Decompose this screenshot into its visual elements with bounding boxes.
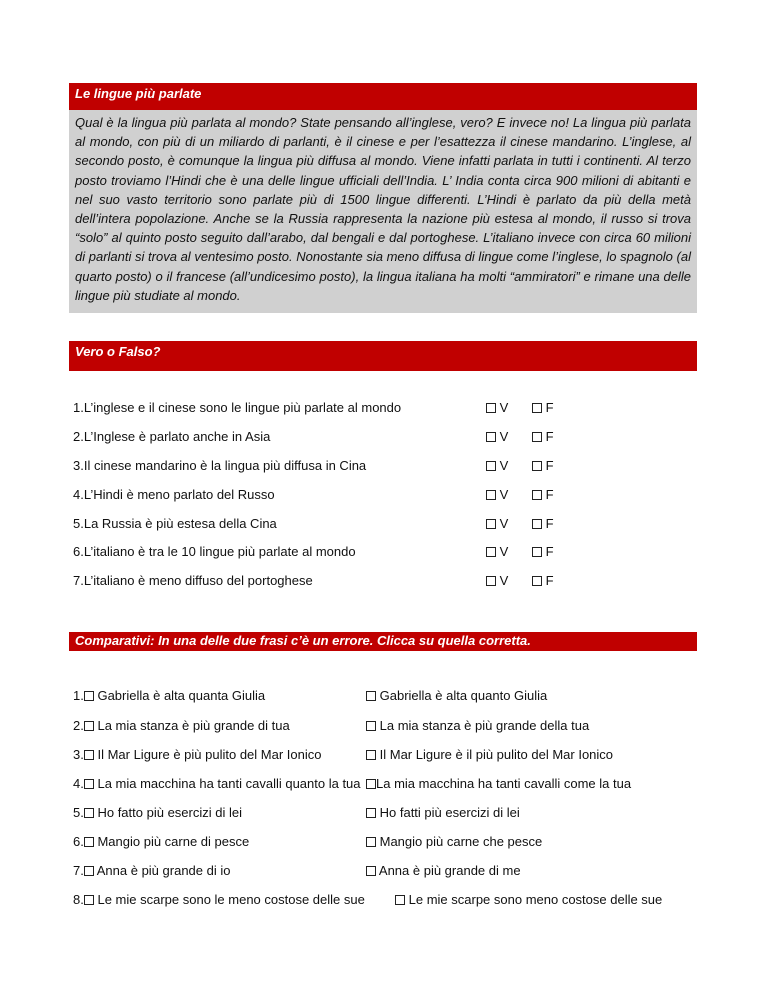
option-text: Le mie scarpe sono le meno costose delle sue bbox=[97, 892, 365, 907]
true-label: V bbox=[499, 487, 509, 502]
checkbox-icon[interactable] bbox=[366, 808, 376, 818]
option-text: La mia stanza è più grande della tua bbox=[379, 718, 590, 733]
option-text: Gabriella è alta quanta Giulia bbox=[97, 688, 266, 703]
false-label: F bbox=[545, 516, 554, 531]
option-text: La mia stanza è più grande di tua bbox=[97, 718, 290, 733]
checkbox-icon[interactable] bbox=[532, 461, 542, 471]
tf-question-3: 3.Il cinese mandarino è la lingua più diffusa in Cina bbox=[73, 458, 367, 473]
option-text: Anna è più grande di io bbox=[96, 863, 231, 878]
true-label: V bbox=[499, 429, 509, 444]
item-number: 4. bbox=[73, 776, 84, 791]
checkbox-icon[interactable] bbox=[395, 895, 405, 905]
checkbox-icon[interactable] bbox=[486, 519, 496, 529]
checkbox-icon[interactable] bbox=[84, 808, 94, 818]
checkbox-icon[interactable] bbox=[532, 490, 542, 500]
tf-false-option[interactable] bbox=[532, 429, 554, 444]
checkbox-icon[interactable] bbox=[532, 403, 542, 413]
comparative-option-b[interactable] bbox=[366, 863, 521, 878]
tf-true-option[interactable] bbox=[486, 573, 508, 588]
item-number: 6. bbox=[73, 834, 84, 849]
checkbox-icon[interactable] bbox=[486, 547, 496, 557]
comparative-option-a[interactable] bbox=[73, 718, 290, 733]
checkbox-icon[interactable] bbox=[532, 519, 542, 529]
tf-true-option[interactable] bbox=[486, 429, 508, 444]
checkbox-icon[interactable] bbox=[366, 866, 376, 876]
false-label: F bbox=[545, 544, 554, 559]
item-number: 3. bbox=[73, 747, 84, 762]
tf-question-6: 6.L’italiano è tra le 10 lingue più parlate al mondo bbox=[73, 544, 356, 559]
comparative-option-a[interactable] bbox=[73, 805, 242, 820]
checkbox-icon[interactable] bbox=[84, 866, 94, 876]
option-text: La mia macchina ha tanti cavalli quanto la tua bbox=[97, 776, 361, 791]
comparative-option-a[interactable] bbox=[73, 834, 249, 849]
option-text: Le mie scarpe sono meno costose delle sue bbox=[408, 892, 663, 907]
tf-false-option[interactable] bbox=[532, 487, 554, 502]
item-number: 5. bbox=[73, 805, 84, 820]
checkbox-icon[interactable] bbox=[366, 779, 376, 789]
item-number: 2. bbox=[73, 718, 84, 733]
tf-true-option[interactable] bbox=[486, 400, 508, 415]
item-number: 8. bbox=[73, 892, 84, 907]
checkbox-icon[interactable] bbox=[84, 721, 94, 731]
intro-paragraph: Qual è la lingua più parlata al mondo? State pensando all’inglese, vero? E invece no! La lingua più parlata al mondo, con più di un miliardo di parlanti, è il cinese e per l’esattezza il cinese mandarino. L’inglese, al secondo posto, è comunque la lingua più diffusa al mondo. Viene infatti parlata in tutti i continenti. Al terzo posto troviamo l’Hindi che è una delle lingue ufficiali dell’India. L’ India conta circa 900 milioni di abitanti e nel suo vasto territorio sono parlate più di 1500 lingue differenti. L’Hindi è parlato da più della metà dell’intera popolazione. Anche se la Russia rappresenta la nazione più estesa al mondo, il russo si trova “solo” al quinto posto seguito dall’arabo, dal bengali e dal portoghese. L’italiano invece con circa 60 milioni di parlanti si trova al ventesimo posto. Nonostante sia meno diffusa di lingue come l’inglese, lo spagnolo (al quarto posto) o il francese (all’undicesimo posto), la lingua italiana ha molti “ammiratori” e rimane una delle lingue più studiate al mondo. bbox=[69, 110, 697, 313]
false-label: F bbox=[545, 487, 554, 502]
false-label: F bbox=[545, 458, 554, 473]
tf-question-1: 1.L’inglese e il cinese sono le lingue più parlate al mondo bbox=[73, 400, 402, 415]
true-label: V bbox=[499, 458, 509, 473]
checkbox-icon[interactable] bbox=[532, 576, 542, 586]
false-label: F bbox=[545, 573, 554, 588]
true-label: V bbox=[499, 573, 509, 588]
tf-true-option[interactable] bbox=[486, 458, 508, 473]
section-title-lingue: Le lingue più parlate bbox=[69, 83, 697, 110]
false-label: F bbox=[545, 429, 554, 444]
comparative-option-b[interactable] bbox=[366, 718, 589, 733]
comparative-option-b[interactable] bbox=[366, 776, 631, 791]
item-number: 7. bbox=[73, 863, 84, 878]
option-text: Mangio più carne di pesce bbox=[97, 834, 250, 849]
true-label: V bbox=[499, 544, 509, 559]
comparative-option-b[interactable] bbox=[366, 688, 547, 703]
checkbox-icon[interactable] bbox=[366, 691, 376, 701]
checkbox-icon[interactable] bbox=[84, 837, 94, 847]
option-text: Gabriella è alta quanto Giulia bbox=[379, 688, 548, 703]
checkbox-icon[interactable] bbox=[486, 576, 496, 586]
checkbox-icon[interactable] bbox=[366, 750, 376, 760]
checkbox-icon[interactable] bbox=[486, 461, 496, 471]
checkbox-icon[interactable] bbox=[84, 691, 94, 701]
option-text: Il Mar Ligure è più pulito del Mar Ionico bbox=[97, 747, 322, 762]
tf-true-option[interactable] bbox=[486, 516, 508, 531]
tf-false-option[interactable] bbox=[532, 458, 554, 473]
checkbox-icon[interactable] bbox=[84, 895, 94, 905]
tf-false-option[interactable] bbox=[532, 573, 554, 588]
section-title-comparativi: Comparativi: In una delle due frasi c’è un errore. Clicca su quella corretta. bbox=[69, 632, 697, 651]
item-number: 1. bbox=[73, 688, 84, 703]
tf-false-option[interactable] bbox=[532, 400, 554, 415]
tf-true-option[interactable] bbox=[486, 544, 508, 559]
tf-false-option[interactable] bbox=[532, 544, 554, 559]
checkbox-icon[interactable] bbox=[532, 547, 542, 557]
comparative-option-a[interactable] bbox=[73, 892, 365, 907]
checkbox-icon[interactable] bbox=[486, 490, 496, 500]
checkbox-icon[interactable] bbox=[532, 432, 542, 442]
option-text: Ho fatto più esercizi di lei bbox=[97, 805, 242, 820]
comparative-option-b[interactable] bbox=[366, 747, 613, 762]
option-text: Anna è più grande di me bbox=[378, 863, 521, 878]
section-title-vero-falso: Vero o Falso? bbox=[69, 341, 697, 371]
tf-question-5: 5.La Russia è più estesa della Cina bbox=[73, 516, 277, 531]
comparative-option-a[interactable] bbox=[73, 688, 265, 703]
checkbox-icon[interactable] bbox=[486, 432, 496, 442]
tf-true-option[interactable] bbox=[486, 487, 508, 502]
option-text: La mia macchina ha tanti cavalli come la tua bbox=[376, 776, 632, 791]
comparative-option-a[interactable] bbox=[73, 863, 230, 878]
option-text: Ho fatti più esercizi di lei bbox=[379, 805, 520, 820]
tf-question-2: 2.L’Inglese è parlato anche in Asia bbox=[73, 429, 271, 444]
checkbox-icon[interactable] bbox=[366, 721, 376, 731]
tf-question-7: 7.L’italiano è meno diffuso del portoghese bbox=[73, 573, 313, 588]
tf-false-option[interactable] bbox=[532, 516, 554, 531]
comparative-option-b[interactable] bbox=[366, 834, 542, 849]
checkbox-icon[interactable] bbox=[486, 403, 496, 413]
true-label: V bbox=[499, 400, 509, 415]
comparative-option-b[interactable] bbox=[395, 892, 662, 907]
comparative-option-a[interactable] bbox=[73, 747, 321, 762]
checkbox-icon[interactable] bbox=[84, 779, 94, 789]
comparative-option-b[interactable] bbox=[366, 805, 520, 820]
tf-question-4: 4.L’Hindi è meno parlato del Russo bbox=[73, 487, 275, 502]
true-label: V bbox=[499, 516, 509, 531]
false-label: F bbox=[545, 400, 554, 415]
option-text: Mangio più carne che pesce bbox=[379, 834, 543, 849]
option-text: Il Mar Ligure è il più pulito del Mar Ionico bbox=[379, 747, 614, 762]
checkbox-icon[interactable] bbox=[84, 750, 94, 760]
checkbox-icon[interactable] bbox=[366, 837, 376, 847]
comparative-option-a[interactable] bbox=[73, 776, 361, 791]
